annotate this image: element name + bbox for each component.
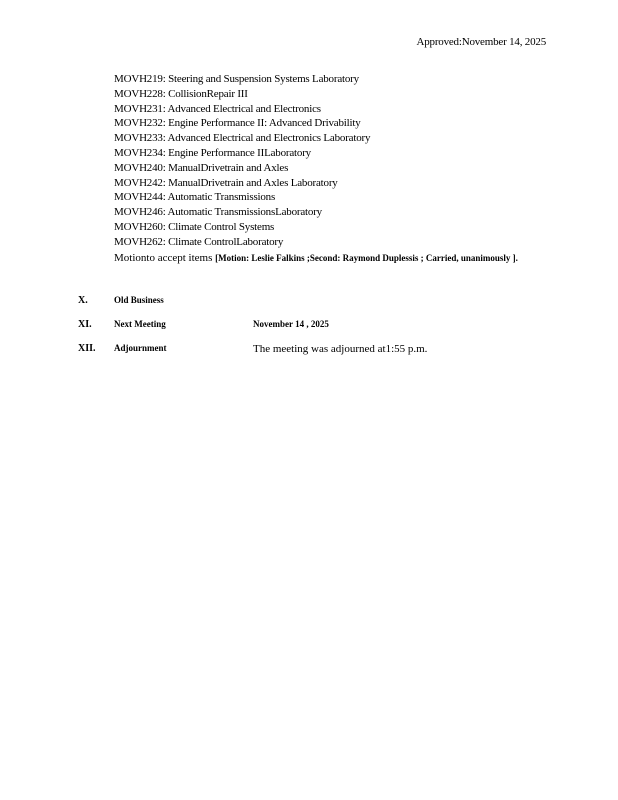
- section-number: XII.: [78, 343, 96, 354]
- motion-statement: [114, 251, 528, 265]
- course-item: MOVH242: ManualDrivetrain and Axles Laboratory: [114, 176, 338, 189]
- section-title: Old Business: [114, 295, 164, 305]
- course-item: MOVH260: Climate Control Systems: [114, 220, 275, 233]
- course-item: MOVH232: Engine Performance II: Advanced Drivability: [114, 117, 361, 130]
- motion-lead: Motionto accept items: [114, 251, 216, 264]
- course-item: MOVH246: Automatic TransmissionsLaboratory: [114, 206, 322, 219]
- section-title: Next Meeting: [114, 319, 166, 329]
- section-adjournment: [78, 343, 558, 357]
- adjournment-text: The meeting was adjourned at1:55 p.m.: [253, 343, 428, 355]
- approval-date: Approved:November 14, 2025: [416, 36, 546, 48]
- course-item: MOVH233: Advanced Electrical and Electronics Laboratory: [114, 132, 371, 145]
- course-item: MOVH228: CollisionRepair III: [114, 87, 248, 100]
- section-next-meeting: [78, 319, 558, 333]
- course-item: MOVH219: Steering and Suspension Systems Laboratory: [114, 73, 359, 85]
- section-number: X.: [78, 295, 88, 306]
- course-item: MOVH234: Engine Performance IILaboratory: [114, 146, 311, 159]
- course-item: MOVH231: Advanced Electrical and Electronics: [114, 102, 321, 115]
- course-item: MOVH240: ManualDrivetrain and Axles: [114, 161, 289, 174]
- section-title: Adjournment: [114, 343, 167, 353]
- motion-detail: [Motion: Leslie Falkins ;Second: Raymond Duplessis ; Carried, unanimously ].: [215, 252, 518, 263]
- section-number: XI.: [78, 319, 92, 330]
- section-old-business: [78, 295, 558, 309]
- course-item: MOVH244: Automatic Transmissions: [114, 191, 276, 204]
- course-list: [114, 72, 534, 265]
- course-item: MOVH262: Climate ControlLaboratory: [114, 235, 284, 248]
- next-meeting-date: November 14 , 2025: [253, 319, 329, 329]
